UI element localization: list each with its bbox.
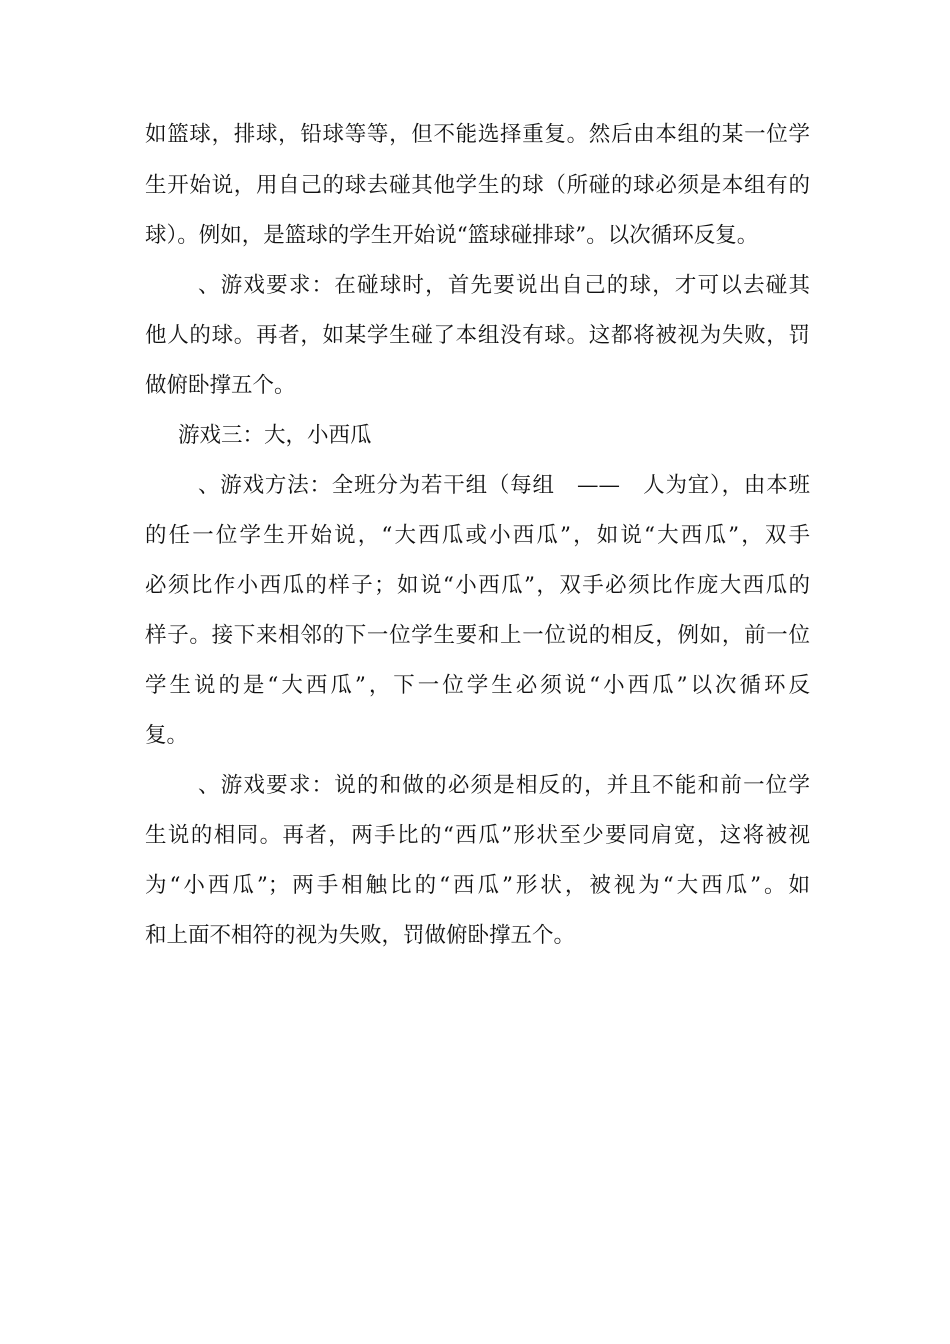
paragraph-line: 、游戏要求：在碰球时，首先要说出自己的球，才可以去碰其 xyxy=(198,273,810,298)
paragraph-line: 他人的球。再者，如某学生碰了本组没有球。这都将被视为失败，罚 xyxy=(145,323,810,348)
paragraph-line: 如篮球，排球，铅球等等，但不能选择重复。然后由本组的某一位学 xyxy=(145,122,810,147)
paragraph-line: 样子。接下来相邻的下一位学生要和上一位说的相反，例如，前一位 xyxy=(145,623,810,648)
paragraph-line: 、游戏要求：说的和做的必须是相反的，并且不能和前一位学 xyxy=(198,773,810,798)
paragraph-line: 复。 xyxy=(145,723,189,748)
paragraph-line: 做俯卧撑五个。 xyxy=(145,373,296,398)
paragraph-line: 球）。例如，是篮球的学生开始说“篮球碰排球”。以次循环反复。 xyxy=(145,223,759,248)
paragraph-line: 和上面不相符的视为失败，罚做俯卧撑五个。 xyxy=(145,923,576,948)
paragraph-line: 生说的相同。再者，两手比的“西瓜”形状至少要同肩宽，这将被视 xyxy=(145,823,810,848)
section-heading: 游戏三：大，小西瓜 xyxy=(178,423,372,448)
paragraph-line: 的任一位学生开始说，“大西瓜或小西瓜”，如说“大西瓜”，双手 xyxy=(145,523,810,548)
paragraph-line: 学生说的是“大西瓜”，下一位学生必须说“小西瓜”以次循环反 xyxy=(145,673,810,698)
paragraph-line: 为“小西瓜”；两手相触比的“西瓜”形状，被视为“大西瓜”。如 xyxy=(145,873,810,898)
paragraph-line: 生开始说，用自己的球去碰其他学生的球（所碰的球必须是本组有的 xyxy=(145,173,810,198)
paragraph-line: 必须比作小西瓜的样子；如说“小西瓜”，双手必须比作庞大西瓜的 xyxy=(145,573,810,598)
paragraph-line: 、游戏方法：全班分为若干组（每组 —— 人为宜），由本班 xyxy=(198,473,810,498)
